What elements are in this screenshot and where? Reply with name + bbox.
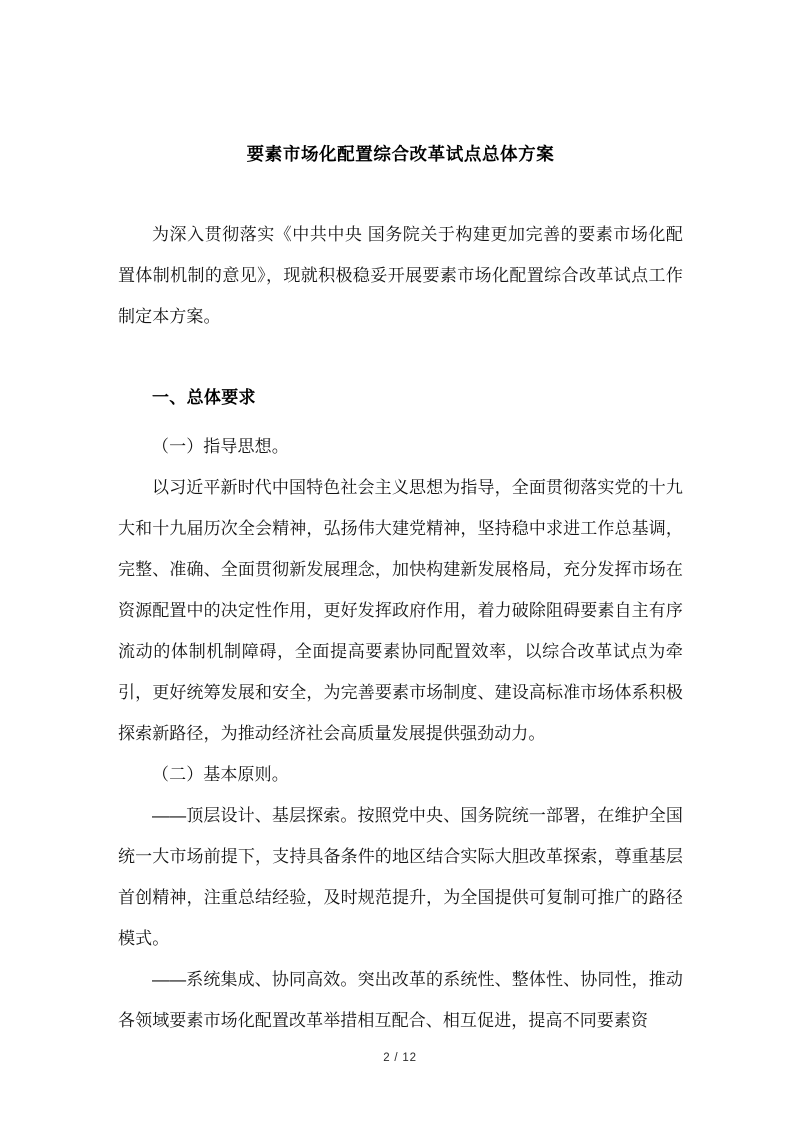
intro-paragraph: 为深入贯彻落实《中共中央 国务院关于构建更加完善的要素市场化配置体制机制的意见》，现就积极稳妥开展要素市场化配置综合改革试点工作制定本方案。 [118,225,683,326]
title-spacer [118,168,683,214]
section-spacer [118,337,683,377]
heading-spacer [118,418,683,426]
page-number-footer: 2 / 12 [383,1052,417,1064]
principle-systematic-integration: ——系统集成、协同高效。突出改革的系统性、整体性、协同性，推动各领域要素市场化配置改革举措相互配合、相互促进，提高不同要素资 [118,970,683,1030]
principle-top-level-design: ——顶层设计、基层探索。按照党中央、国务院统一部署，在维护全国统一大市场前提下，支持具备条件的地区结合实际大胆改革探索，尊重基层首创精神，注重总结经验，及时规范提升，为全国提供可复制可推广的路径模式。 [118,806,683,948]
page-title: 要素市场化配置综合改革试点总体方案 [246,144,555,164]
page-content [118,0,683,1041]
subsection-label-basic-principles: （二）基本原则。 [152,765,289,784]
section-heading-overall-requirements: 一、总体要求 [152,388,256,407]
subsection-body-guiding-ideology: 以习近平新时代中国特色社会主义思想为指导，全面贯彻落实党的十九大和十九届历次全会精神，弘扬伟大建党精神，坚持稳中求进工作总基调，完整、准确、全面贯彻新发展理念，加快构建新发展格局，充分发挥市场在资源配置中的决定性作用，更好发挥政府作用，着力破除阻碍要素自主有序流动的体制机制障碍，全面提高要素协同配置效率，以综合改革试点为牵引，更好统筹发展和安全，为完善要素市场制度、建设高标准市场体系积极探索新路径，为推动经济社会高质量发展提供强劲动力。 [118,478,683,743]
subsection-label-guiding-ideology: （一）指导思想。 [152,437,289,456]
